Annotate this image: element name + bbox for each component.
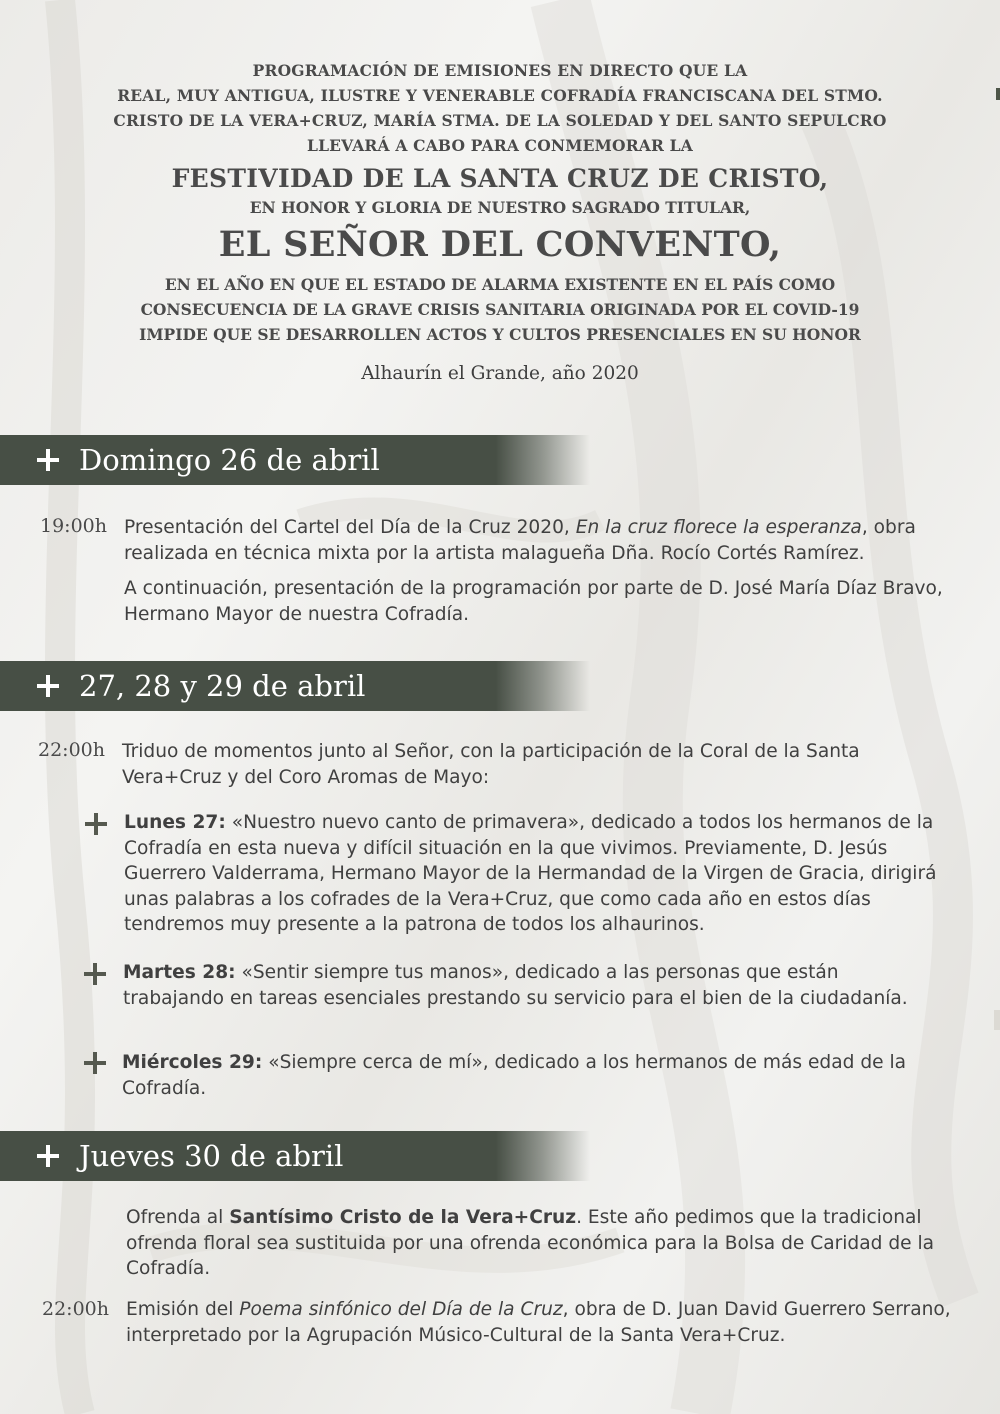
- event-time: 19:00h: [40, 515, 107, 537]
- cross-icon: [35, 447, 61, 473]
- list-item: Lunes 27: «Nuestro nuevo canto de primavera», dedicado a todos los hermanos de la Cofradía en esta nueva y difícil situación en la que vivimos. Previamente, D. Jesús Guerrero Valderrama, Hermano Mayor de la Hermandad de la Virgen de Gracia, dirigirá unas palabras a los cofrades de la Vera+Cruz, que como cada año en estos días tendremos muy presente a la patrona de todos los alhaurinos.: [124, 812, 937, 935]
- honor-subtitle: EN HONOR Y GLORIA DE NUESTRO SAGRADO TITULAR,: [249, 198, 751, 217]
- section-bar-domingo: [0, 435, 590, 485]
- alarma-text: EN EL AÑO EN QUE EL ESTADO DE ALARMA EXISTENTE EN EL PAÍS COMO CONSECUENCIA DE LA GRAVE CRISIS SANITARIA ORIGINADA POR EL COVID-19 IMPIDE QUE SE DESARROLLEN ACTOS Y CULTOS PRESENCIALES EN SU HONOR: [139, 275, 861, 344]
- section-title: 27, 28 y 29 de abril: [79, 669, 366, 703]
- section-bar-triduo: [0, 661, 590, 711]
- header: [0, 58, 1000, 387]
- list-item: Miércoles 29: «Siempre cerca de mí», dedicado a los hermanos de más edad de la Cofradía.: [122, 1052, 907, 1099]
- cross-icon: [35, 1143, 61, 1169]
- intro-text: PROGRAMACIÓN DE EMISIONES EN DIRECTO QUE LA REAL, MUY ANTIGUA, ILUSTRE Y VENERABLE COFRADÍA FRANCISCANA DEL STMO. CRISTO DE LA VERA+CRUZ, MARÍA STMA. DE LA SOLEDAD Y DEL SANTO SEPULCRO LLEVARÁ A CABO PARA CONMEMORAR LA: [113, 61, 887, 155]
- event-text: A continuación, presentación de la programación por parte de D. José María Díaz Bravo, Hermano Mayor de nuestra Cofradía.: [124, 578, 943, 625]
- senor-title: EL SEÑOR DEL CONVENTO,: [218, 224, 782, 265]
- cross-icon: [84, 812, 108, 836]
- cross-icon: [83, 1051, 107, 1075]
- event-text: Emisión del Poema sinfónico del Día de la Cruz, obra de D. Juan David Guerrero Serrano, interpretado por la Agrupación Músico-Cultural de la Santa Vera+Cruz.: [126, 1299, 951, 1346]
- edge-mark: [994, 1010, 1000, 1030]
- list-item: Martes 28: «Sentir siempre tus manos», dedicado a las personas que están trabajando en tareas esenciales prestando su servicio para el bien de la ciudadanía.: [123, 962, 908, 1009]
- cross-icon: [35, 673, 61, 699]
- event-time: 22:00h: [42, 1298, 109, 1320]
- section-title: Jueves 30 de abril: [79, 1139, 344, 1173]
- event-time: 22:00h: [38, 739, 105, 761]
- event-text: Ofrenda al Santísimo Cristo de la Vera+Cruz. Este año pedimos que la tradicional ofrenda floral sea sustituida por una ofrenda económica para la Bolsa de Caridad de la Cofradía.: [126, 1207, 935, 1279]
- festividad-title: FESTIVIDAD DE LA SANTA CRUZ DE CRISTO,: [171, 164, 829, 193]
- event-text: Presentación del Cartel del Día de la Cruz 2020, En la cruz florece la esperanza, obra realizada en técnica mixta por la artista malagueña Dña. Rocío Cortés Ramírez.: [124, 517, 916, 564]
- section-title: Domingo 26 de abril: [79, 443, 380, 477]
- section-bar-jueves: [0, 1131, 590, 1181]
- event-text: Triduo de momentos junto al Señor, con la participación de la Coral de la Santa Vera+Cruz y del Coro Aromas de Mayo:: [122, 741, 860, 788]
- place-year: Alhaurín el Grande, año 2020: [361, 363, 639, 384]
- cross-icon: [83, 962, 107, 986]
